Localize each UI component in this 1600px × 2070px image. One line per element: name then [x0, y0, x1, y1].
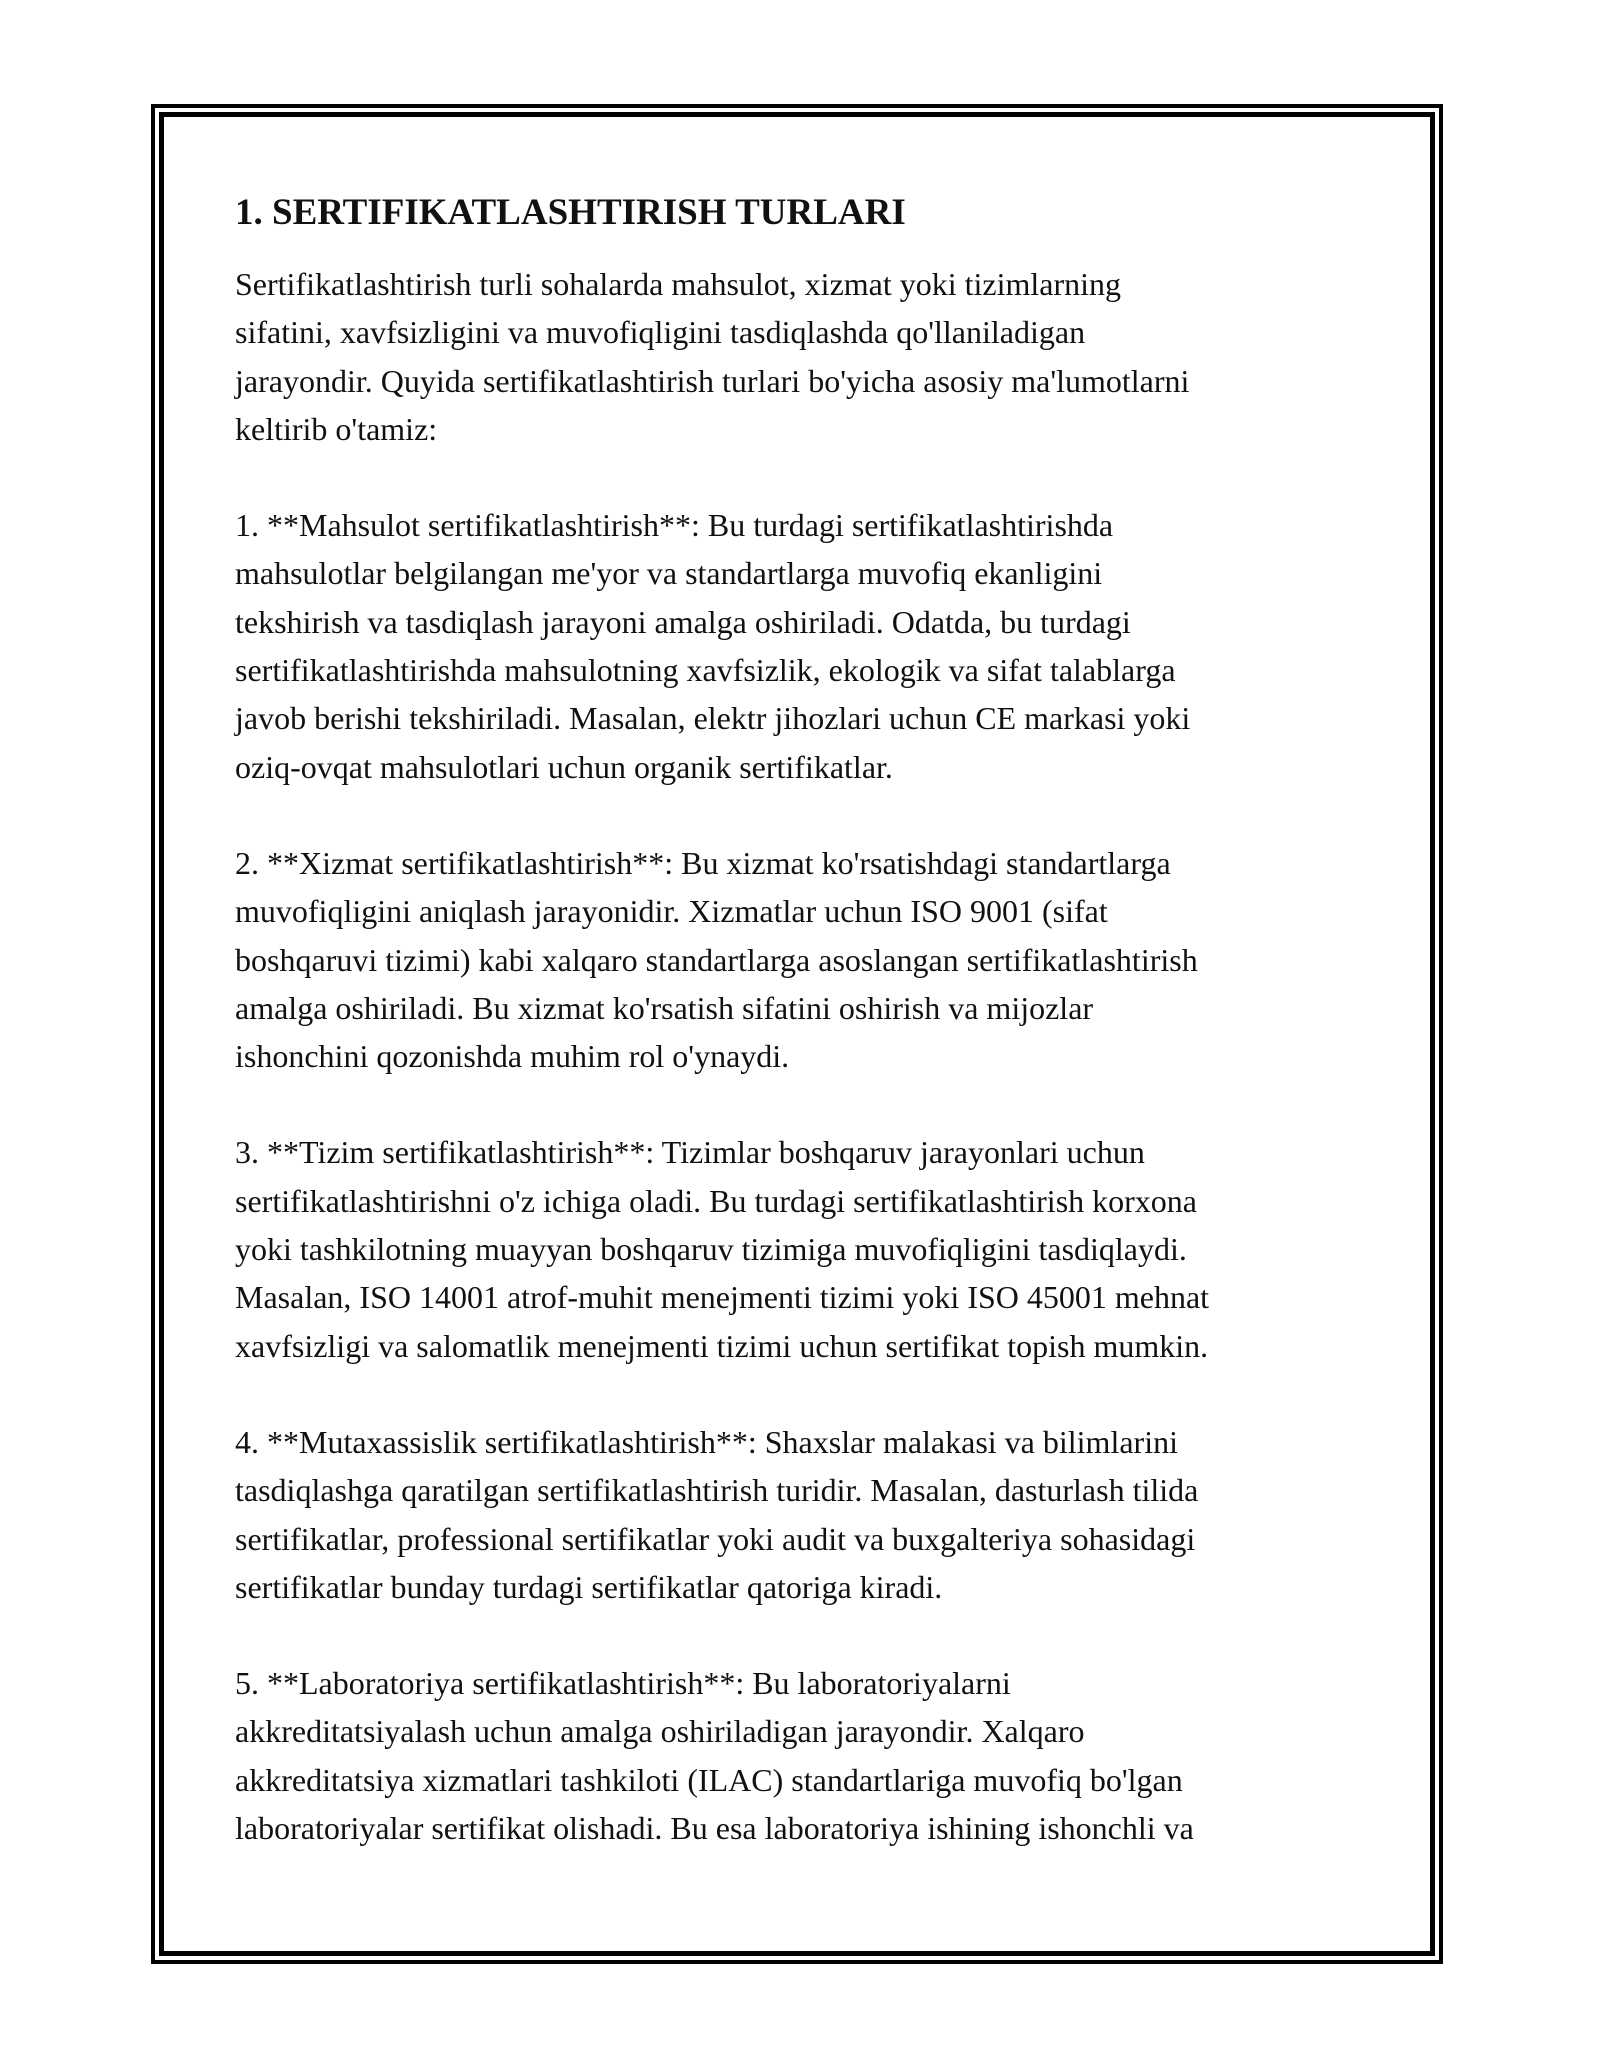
page-title: 1. SERTIFIKATLASHTIRISH TURLARI — [235, 192, 906, 233]
paragraph — [235, 1659, 1365, 1852]
text-line: sertifikatlar bunday turdagi sertifikatlar qatoriga kiradi. — [235, 1568, 943, 1605]
document-body — [235, 188, 1365, 1852]
text-line: 5. **Laboratoriya sertifikatlashtirish**: Bu laboratoriyalarni — [235, 1665, 1011, 1702]
paragraph-gap — [235, 1611, 1365, 1659]
text-line: Sertifikatlashtirish turli sohalarda mahsulot, xizmat yoki tizimlarning — [235, 266, 1122, 302]
text-line: xavfsizligi va salomatlik menejmenti tizimi uchun sertifikat topish mumkin. — [235, 1327, 1209, 1364]
text-line: muvofiqligini aniqlash jarayonidir. Xizmatlar uchun ISO 9001 (sifat — [235, 893, 1108, 930]
text-line: javob berishi tekshiriladi. Masalan, elektr jihozlari uchun CE markasi yoki — [235, 700, 1191, 737]
text-line: yoki tashkilotning muayyan boshqaruv tizimiga muvofiqligini tasdiqlaydi. — [235, 1231, 1187, 1268]
text-line: amalga oshiriladi. Bu xizmat ko'rsatish sifatini oshirish va mijozlar — [235, 989, 1094, 1026]
paragraph-list — [235, 260, 1365, 1852]
text-line: tasdiqlashga qaratilgan sertifikatlashtirish turidir. Masalan, dasturlash tilida — [235, 1472, 1199, 1509]
text-line: sifatini, xavfsizligini va muvofiqligini tasdiqlashda qo'llaniladigan — [235, 314, 1086, 351]
text-line: laboratoriyalar sertifikat olishadi. Bu esa laboratoriya ishining ishonchli va — [235, 1810, 1194, 1847]
text-line: ishonchini qozonishda muhim rol o'ynaydi. — [235, 1038, 790, 1075]
paragraph — [235, 501, 1365, 791]
text-line: tekshirish va tasdiqlash jarayoni amalga oshiriladi. Odatda, bu turdagi — [235, 603, 1131, 640]
text-line: sertifikatlashtirishni o'z ichiga oladi. Bu turdagi sertifikatlashtirish korxona — [235, 1182, 1197, 1219]
paragraph — [235, 839, 1365, 1080]
paragraph — [235, 1128, 1365, 1369]
text-line: sertifikatlar, professional sertifikatlar yoki audit va buxgalteriya sohasidagi — [235, 1520, 1196, 1557]
text-line: jarayondir. Quyida sertifikatlashtirish turlari bo'yicha asosiy ma'lumotlarni — [235, 362, 1190, 399]
paragraph-gap — [235, 791, 1365, 839]
text-line: 3. **Tizim sertifikatlashtirish**: Tizimlar boshqaruv jarayonlari uchun — [235, 1134, 1145, 1171]
text-line: akkreditatsiyalash uchun amalga oshiriladigan jarayondir. Xalqaro — [235, 1713, 1085, 1750]
text-line: mahsulotlar belgilangan me'yor va standartlarga muvofiq ekanligini — [235, 555, 1103, 592]
paragraph-gap — [235, 453, 1365, 501]
text-line: oziq-ovqat mahsulotlari uchun organik sertifikatlar. — [235, 748, 893, 785]
text-line: Masalan, ISO 14001 atrof-muhit menejmenti tizimi yoki ISO 45001 mehnat — [235, 1279, 1210, 1316]
text-line: 1. **Mahsulot sertifikatlashtirish**: Bu turdagi sertifikatlashtirishda — [235, 507, 1114, 544]
paragraph — [235, 260, 1365, 453]
paragraph-gap — [235, 1370, 1365, 1418]
paragraph — [235, 1418, 1365, 1611]
text-line: akkreditatsiya xizmatlari tashkiloti (ILAC) standartlariga muvofiq bo'lgan — [235, 1761, 1183, 1798]
text-line: boshqaruvi tizimi) kabi xalqaro standartlarga asoslangan sertifikatlashtirish — [235, 941, 1198, 978]
text-line: 2. **Xizmat sertifikatlashtirish**: Bu xizmat ko'rsatishdagi standartlarga — [235, 844, 1171, 881]
text-line: keltirib o'tamiz: — [235, 410, 438, 447]
paragraph-gap — [235, 1080, 1365, 1128]
text-line: 4. **Mutaxassislik sertifikatlashtirish**: Shaxslar malakasi va bilimlarini — [235, 1423, 1178, 1460]
text-line: sertifikatlashtirishda mahsulotning xavfsizlik, ekologik va sifat talablarga — [235, 652, 1176, 689]
